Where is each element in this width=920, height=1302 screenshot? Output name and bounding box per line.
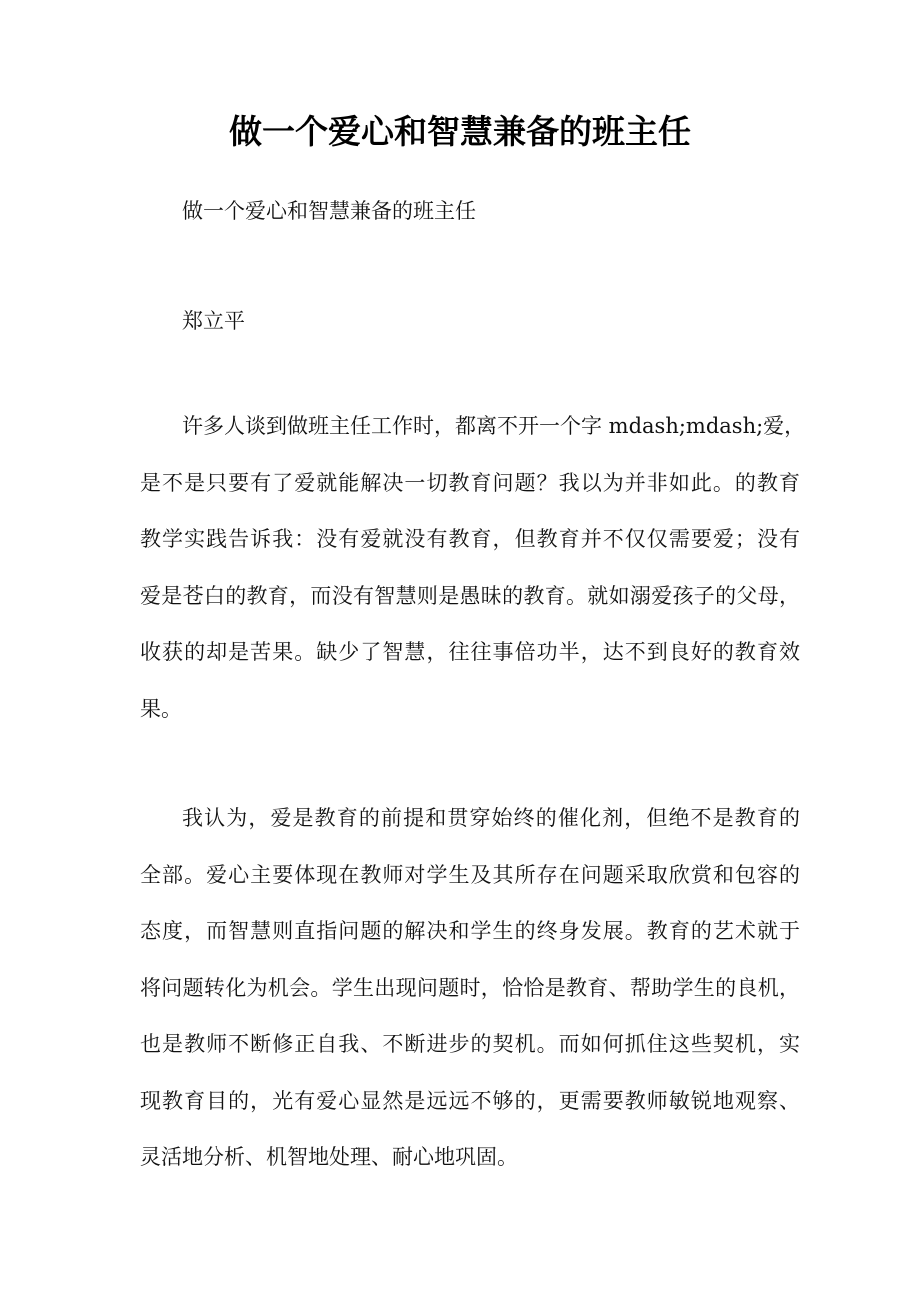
paragraph-line: 灵活地分析、机智地处理、耐心地巩固。 [140,1145,518,1169]
document-subtitle [140,183,800,240]
subtitle-text: 做一个爱心和智慧兼备的班主任 [182,199,476,223]
paragraph-line: 将问题转化为机会。学生出现问题时，恰恰是教育、帮助学生的良机， [140,975,800,1000]
paragraph-2 [140,790,800,1186]
paragraph-line: 爱是苍白的教育，而没有智慧则是愚昧的教育。就如溺爱孩子的父母， [140,583,800,608]
paragraph-line: 态度，而智慧则直指问题的解决和学生的终身发展。教育的艺术就于 [140,919,800,943]
author-name: 郑立平 [182,309,245,333]
paragraph-line: 是不是只要有了爱就能解决一切教育问题？我以为并非如此。的教育 [140,470,800,495]
paragraph-line: 也是教师不断修正自我、不断进步的契机。而如何抓住这些契机，实 [140,1032,800,1056]
paragraph-line: 现教育目的，光有爱心显然是远远不够的，更需要教师敏锐地观察、 [140,1088,800,1113]
paragraph-1 [140,398,806,737]
paragraph-line: 全部。爱心主要体现在教师对学生及其所存在问题采取欣赏和包容的 [140,862,800,887]
paragraph-line: 果。 [140,696,182,721]
paragraph-line: 教学实践告诉我：没有爱就没有教育，但教育并不仅仅需要爱；没有 [140,527,800,551]
paragraph-line: 收获的却是苦果。缺少了智慧，往往事倍功半，达不到良好的教育效 [140,640,800,664]
paragraph-line: 我认为，爱是教育的前提和贯穿始终的催化剂，但绝不是教育的 [182,806,800,830]
paragraph-line: 许多人谈到做班主任工作时，都离不开一个字 mdash;mdash;爱， [182,414,806,438]
document-title: 做一个爱心和智慧兼备的班主任 [229,112,691,151]
author-line [140,293,800,350]
